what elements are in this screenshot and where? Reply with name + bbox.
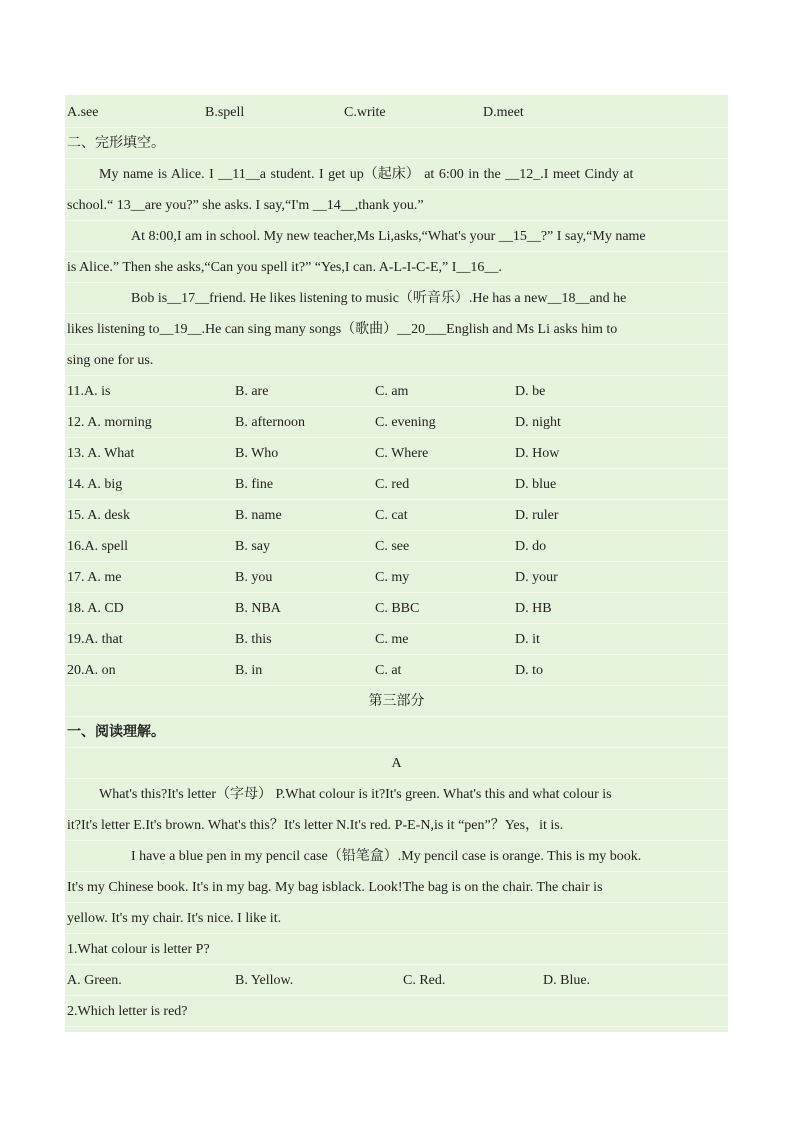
option-row: 11.A. is B. are C. am D. be [65,376,728,407]
option-row: 14. A. big B. fine C. red D. blue [65,469,728,500]
option-row: 15. A. desk B. name C. cat D. ruler [65,500,728,531]
passage-line: I have a blue pen in my pencil case（铅笔盒）.My pencil case is orange. This is my book. [65,841,728,872]
cloze-line: At 8:00,I am in school. My new teacher,Ms Li,asks,“What's your __15__?” I say,“My name [65,221,728,252]
option-b: B. Yellow. [235,973,294,988]
question-2 [65,996,728,1027]
section-heading [65,717,728,748]
passage-label: A [391,756,402,771]
option-row: 12. A. morning B. afternoon C. evening D. night [65,407,728,438]
question-text: 1.What colour is letter P? [67,942,210,957]
option-c: C.write [344,105,386,120]
option-b: B.spell [205,105,245,120]
option-row: 20.A. on B. in C. at D. to [65,655,728,686]
part-heading [65,686,728,717]
option-a: A.see [67,105,99,120]
exam-page [65,95,728,1032]
cloze-section-title: 二、完形填空。 [67,136,165,151]
option-row: 18. A. CD B. NBA C. BBC D. HB [65,593,728,624]
option-d: D. Blue. [543,973,591,988]
cloze-line: school.“ 13__are you?” she asks. I say,“I'm __14__,thank you.” [65,190,728,221]
passage-label-row [65,748,728,779]
section-heading [65,128,728,159]
passage-line: What's this?It's letter（字母） P.What colour is it?It's green. What's this and what colour is [65,779,728,810]
option-row: 16.A. spell B. say C. see D. do [65,531,728,562]
question-text: 2.Which letter is red? [67,1004,188,1019]
passage-line: It's my Chinese book. It's in my bag. My bag isblack. Look!The bag is on the chair. The chair is [65,872,728,903]
option-row: 13. A. What B. Who C. Where D. How [65,438,728,469]
option-c: C. Red. [403,973,446,988]
passage-line: yellow. It's my chair. It's nice. I like it. [65,903,728,934]
option-d: D.meet [483,105,524,120]
option-row: 17. A. me B. you C. my D. your [65,562,728,593]
cloze-line: is Alice.” Then she asks,“Can you spell it?” “Yes,I can. A-L-I-C-E,” I__16__. [65,252,728,283]
option-row: 19.A. that B. this C. me D. it [65,624,728,655]
reading-section-title: 一、阅读理解。 [67,724,165,740]
cloze-line: sing one for us. [65,345,728,376]
cloze-line: My name is Alice. I __11__a student. I get up（起床） at 6:00 in the __12_.I meet Cindy at [65,159,728,190]
passage-line: it?It's letter E.It's brown. What's this？It's letter N.It's red. P-E-N,is it “pen”？Yes，it is. [65,810,728,841]
prev-question-options [65,97,728,128]
part3-title: 第三部分 [368,694,425,709]
cloze-line: Bob is__17__friend. He likes listening to music（听音乐）.He has a new__18__and he [65,283,728,314]
question-1-options [65,965,728,996]
cloze-line: likes listening to__19__.He can sing many songs（歌曲）__20___English and Ms Li asks him to [65,314,728,345]
question-1 [65,934,728,965]
option-a: A. Green. [67,973,122,988]
